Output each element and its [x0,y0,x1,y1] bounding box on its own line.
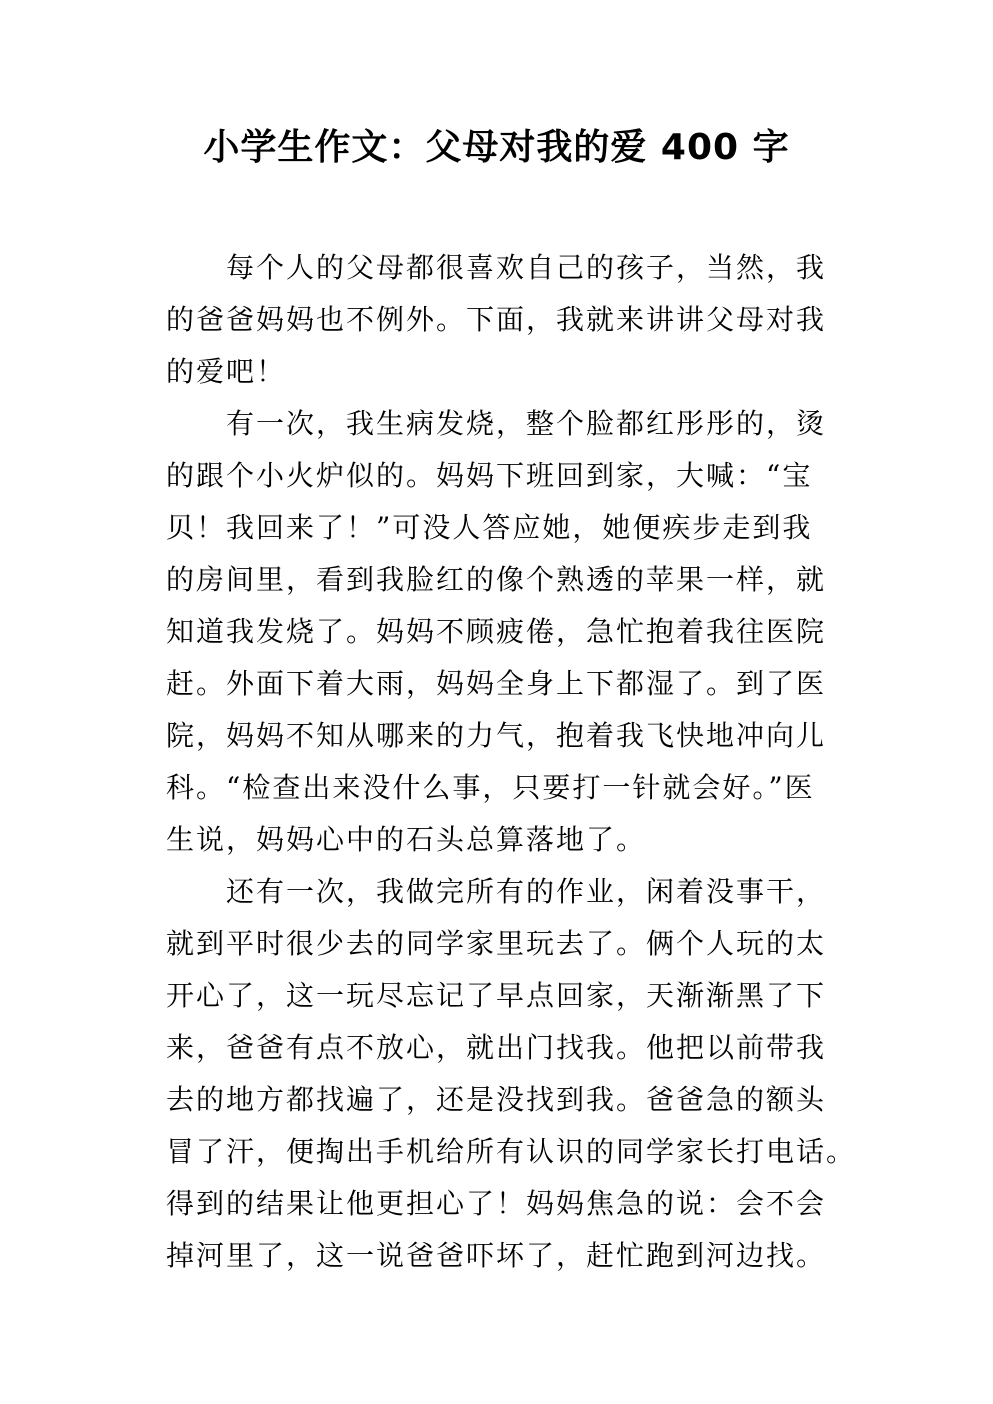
paragraph [166,398,866,866]
text-line: 还有一次，我做完所有的作业，闲着没事干， [226,875,827,908]
text-line: 赶。外面下着大雨，妈妈全身上下都湿了。到了医 [166,667,827,700]
text-line: 就到平时很少去的同学家里玩去了。俩个人玩的太 [166,927,827,960]
text-line: 冒了汗，便掏出手机给所有认识的同学家长打电话。 [166,1135,857,1168]
text-line: 掉河里了，这一说爸爸吓坏了，赶忙跑到河边找。 [166,1239,827,1272]
text-line: 得到的结果让他更担心了！妈妈焦急的说：会不会 [166,1187,827,1220]
text-line: 有一次，我生病发烧，整个脸都红彤彤的，烫 [226,407,827,440]
text-line: 的爸爸妈妈也不例外。下面，我就来讲讲父母对我 [166,303,827,336]
text-line: 院，妈妈不知从哪来的力气，抱着我飞快地冲向儿 [166,719,827,752]
document-title: 小学生作文：父母对我的爱 400 字 [203,127,790,168]
text-line: 生说，妈妈心中的石头总算落地了。 [166,823,647,856]
text-line: 知道我发烧了。妈妈不顾疲倦，急忙抱着我往医院 [166,615,827,648]
text-line: 的跟个小火炉似的。妈妈下班回到家，大喊：“宝 [166,459,813,492]
paragraph [166,242,866,398]
text-line: 贝！我回来了！”可没人答应她，她便疾步走到我 [166,511,813,544]
paragraph [166,866,866,1282]
essay-body [166,242,866,1282]
text-line: 来，爸爸有点不放心，就出门找我。他把以前带我 [166,1031,827,1064]
text-line: 的爱吧！ [166,355,287,388]
text-line: 每个人的父母都很喜欢自己的孩子，当然，我 [226,251,827,284]
text-line: 科。“检查出来没什么事，只要打一针就会好。”医 [166,771,815,804]
text-line: 去的地方都找遍了，还是没找到我。爸爸急的额头 [166,1083,827,1116]
text-line: 的房间里，看到我脸红的像个熟透的苹果一样，就 [166,563,827,596]
text-line: 开心了，这一玩尽忘记了早点回家，天渐渐黑了下 [166,979,827,1012]
